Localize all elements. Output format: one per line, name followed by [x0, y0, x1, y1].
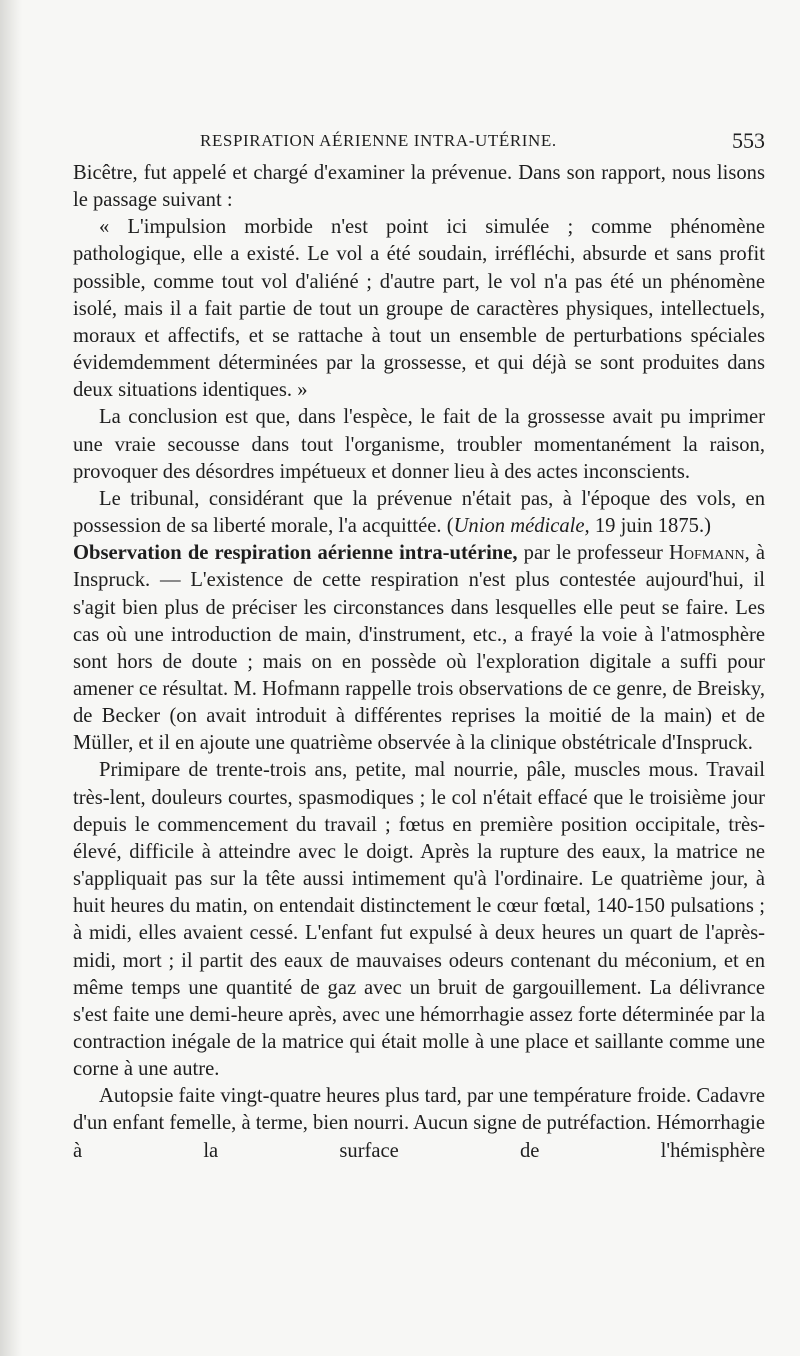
paragraph-text: , à Inspruck. — L'existence de cette respiration n'est plus contestée aujourd'hui, il s'agit bien plus de préciser les circonstances dans lesquelles elle peut se faire. Les cas où une introduction de main, d'instrument, etc., a frayé la voie à l'atmosphère sont hors de doute ; mais on en possède où l'exploration digitale a suffi pour amener ce résultat. M. Hofmann rappelle trois observations de ce genre, de Breisky, de Becker (on avait introduit à différentes reprises la moitié de la main) et de Müller, et il en ajoute une quatrième observée à la clinique obstétricale d'Inspruck.	[73, 542, 765, 755]
byline-text: par le professeur	[517, 542, 670, 565]
quotation-paragraph: « L'impulsion morbide n'est point ici simulée ; comme phénomène pathologique, elle a existé. Le vol a été soudain, irréfléchi, absurde et sans profit possible, comme tout vol d'aliéné ; d'autre part, le vol n'a pas été un phénomène isolé, mais il a fait partie de tout un groupe de caractères physiques, intellectuels, moraux et affectifs, et se rattache à tout un ensemble de perturbations spéciales évidemdemment déterminées par la grossesse, et qui déjà se sont produites dans deux situations identiques. »	[73, 216, 765, 402]
paragraph: Autopsie faite vingt-quatre heures plus tard, par une température froide. Cadavre d'un enfant femelle, à terme, bien nourri. Aucun signe de putréfaction. Hémorrhagie à la surface de l'hémisphère	[73, 1085, 765, 1162]
author-name: Hofmann	[669, 542, 745, 565]
observation-paragraph	[73, 540, 765, 757]
paragraph-text: Le tribunal, considérant que la prévenue n'était pas, à l'époque des vols, en possession de sa liberté morale, l'a acquittée. (	[73, 487, 765, 538]
paragraph	[73, 486, 765, 540]
citation-date: 19 juin 1875.)	[589, 515, 711, 538]
source-citation: Union médicale,	[453, 515, 590, 538]
running-title: RESPIRATION AÉRIENNE INTRA-UTÉRINE.	[200, 131, 557, 150]
paragraph: Primipare de trente-trois ans, petite, mal nourrie, pâle, muscles mous. Travail très-lent, douleurs courtes, spasmodiques ; le col n'était effacé que le troisième jour depuis le commencement du travail ; fœtus en première position occipitale, très-élevé, difficile à atteindre avec le doigt. Après la rupture des eaux, la matrice ne s'appliquait pas sur la tête aussi intimement qu'à l'ordinaire. Le quatrième jour, à huit heures du matin, on entendait distinctement le cœur fœtal, 140-150 pulsations ; à midi, elles avaient cessé. L'enfant fut expulsé à deux heures un quart de l'après-midi, mort ; il partit des eaux de mauvaises odeurs contenant du méconium, et en même temps une quantité de gaz avec un bruit de gargouillement. La délivrance s'est faite une demi-heure après, avec une hémorrhagie assez forte déterminée par la contraction inégale de la matrice qui était molle à une place et saillante comme une corne à une autre.	[73, 759, 765, 1081]
body-text	[73, 160, 765, 1165]
paragraph: La conclusion est que, dans l'espèce, le fait de la grossesse avait pu imprimer une vraie secousse dans tout l'organisme, troubler momentanément la raison, provoquer des désordres impétueux et donner lieu à des actes inconscients.	[73, 406, 765, 483]
page-number: 553	[732, 128, 765, 153]
page-gutter-shadow	[0, 0, 22, 1356]
paragraph: Bicêtre, fut appelé et chargé d'examiner la prévenue. Dans son rapport, nous lisons le passage suivant :	[73, 162, 765, 212]
observation-heading: Observation de respiration aérienne intra-utérine,	[73, 542, 518, 565]
page-header	[73, 128, 765, 158]
